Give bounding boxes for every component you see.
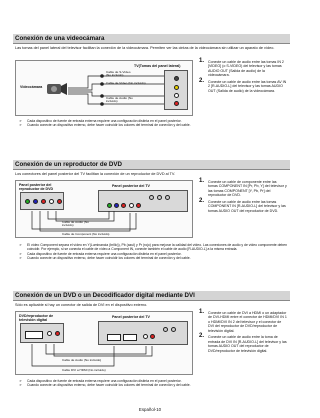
section-title: Conexión de un DVD o un Decodificador digital mediante DVI — [13, 291, 290, 301]
notes-list — [19, 379, 197, 388]
note-item: ➢ Cada dispositivo de fuente de entrada externa requiere una configuración distinta en el panel posterior. — [19, 119, 182, 123]
cable-audio-label: Cable de Audio (No incluido) — [106, 96, 133, 104]
section-intro: Sólo es aplicable si hay un conector de salida de DVI en el dispositivo externo. — [15, 303, 148, 307]
dvd-jack-r — [55, 331, 60, 336]
tv-jack-misc — [163, 327, 168, 332]
step-2: 2. Conecte un cable de audio entre las tomas AV IN 2 [R-AUDIO-L] del televisor y las tomas AUDIO OUT (Salida de audio) de la videocámara. — [199, 78, 287, 93]
cable-svideo-label: Cable de S-Vídeo (No incluido) — [106, 70, 131, 78]
dvd-jack-l — [49, 199, 54, 204]
note-item: ➢ Cada dispositivo de fuente de entrada externa requiere una configuración distinta en el panel posterior. — [19, 251, 182, 256]
cable-audio-label: Cable de Audio (No incluido) — [62, 220, 89, 228]
diagram-camcorder — [15, 60, 193, 116]
steps-list — [199, 60, 287, 96]
camcorder-icon — [46, 81, 68, 97]
note-item: ➢ El vídeo Component separa el vídeo en Y(Luminancia (brillo)), Pb (azul) y Pr (rojo) para mejorar la calidad del vídeo. Las conexiones de audio y de vídeo componente deben coincidir. Por ejemplo, si se conecta el cable de vídeo a Component IN, conecte también el cable de audio [R-AUDIO-L] a la misma entrada. — [19, 243, 288, 252]
section-title: Conexión de un reproductor de DVD — [13, 160, 290, 170]
dvd-panel-label: Panel posterior del reproductor de DVD — [19, 183, 54, 191]
dvd-jack-y — [25, 199, 30, 204]
dvd-panel-label: DVD/reproductor de televisión digital — [19, 314, 54, 322]
notes-list — [19, 243, 289, 260]
tv-jack-l — [143, 334, 148, 339]
tv-jack-misc — [171, 327, 176, 332]
camcorder-label: Videocámara — [20, 85, 43, 89]
step-1: 1. Conecte un cable de audio entre las tomas IN 2 [VIDEO] (o S-VIDEO) del televisor y las tomas AUDIO OUT (Salida de audio) de la videocámara. — [199, 58, 284, 78]
tv-jack-misc — [149, 195, 154, 200]
section-dvd — [13, 160, 290, 280]
tv-jack-r — [150, 334, 155, 339]
step-2: 2. Conecte un cable de audio entre las tomas COMPONENT IN [R-AUDIO-L] del televisor y las tomas AUDIO OUT del reproductor de DVD. — [199, 198, 286, 213]
dvd-jack-l — [47, 331, 52, 336]
step-1: 1. Conecte un cable de componente entre las tomas COMPONENT IN [Pr, Pb, Y] del televisor y las tomas COMPONENT [Y, Pb, Pr] del reproductor de DVD. — [199, 178, 287, 198]
notes-list — [19, 119, 197, 128]
steps-list — [199, 180, 287, 216]
step-2: 2. Conecte un cable de audio entre la toma de entrada de DVI IN [R-AUDIO-L] del televisor y las tomas AUDIO OUT del reproductor de DVD/reproductor de televisión digital. — [199, 333, 287, 353]
cable-video-label: Cable de Vídeo (No incluido) — [106, 81, 146, 85]
audio-r-jack — [174, 101, 179, 106]
section-intro: Las tomas del panel lateral del televisor facilitan la conexión de la videocámara. Permiten ver las cintas de la videocámara sin utilizar un aparato de vídeo. — [15, 46, 275, 50]
dvi-port — [25, 331, 43, 339]
page-number: Español-10 — [138, 407, 162, 412]
tv-label: TV(Tomas del panel lateral) — [134, 64, 181, 68]
steps-list — [199, 311, 287, 355]
diagram-dvi — [15, 311, 193, 375]
cable-component-label: Cable de Component (No incluido) — [62, 232, 110, 236]
tv-jack-misc — [157, 195, 162, 200]
note-item: ➢ Cuando conecte un dispositivo externo, debe hacer coincidir los colores del terminal de conexión y del cable. — [19, 383, 191, 388]
section-camcorder — [13, 34, 290, 152]
video-jack — [174, 85, 179, 90]
tv-panel-label: Panel posterior del TV — [112, 184, 150, 188]
dvd-jack-pb — [33, 199, 38, 204]
note-item: ➢ Cada dispositivo de fuente de entrada externa requiere una configuración distinta en el panel posterior. — [19, 379, 182, 383]
svideo-jack — [174, 76, 179, 81]
step-1: 1. Conecte un cable de DVI a HDMI o un adaptador de DVI-HDMI entre el conector de HDMI/DVI IN 1 o HDMI/DVI IN 2 del televisor y el conector de DVI del reproductor de DVD/reproductor de televisión digital. — [199, 309, 287, 333]
diagram-dvd — [15, 180, 193, 238]
note-item: ➢ Cuando conecte un dispositivo externo, debe hacer coincidir los colores del terminal de conexión y del cable. — [19, 123, 191, 128]
cable-audio-label: Cable de Audio (No incluido) — [62, 358, 102, 362]
tv-panel-label: Panel posterior del TV — [112, 315, 150, 319]
section-title: Conexión de una videocámara — [13, 34, 290, 44]
cable-dvi-hdmi-label: Cable DVI a HDMI (No incluido) — [62, 368, 106, 372]
tv-jack-misc — [165, 195, 170, 200]
section-intro: Los conectores del panel posterior del TV facilitan la conexión de un reproductor de DVD al TV. — [15, 172, 176, 176]
dvd-jack-pr — [41, 199, 46, 204]
note-item: ➢ Cuando conecte un dispositivo externo, debe hacer coincidir los colores del terminal de conexión y del cable. — [19, 255, 191, 260]
audio-l-jack — [174, 93, 179, 98]
dvd-jack-r — [57, 199, 62, 204]
section-dvi — [13, 291, 290, 403]
